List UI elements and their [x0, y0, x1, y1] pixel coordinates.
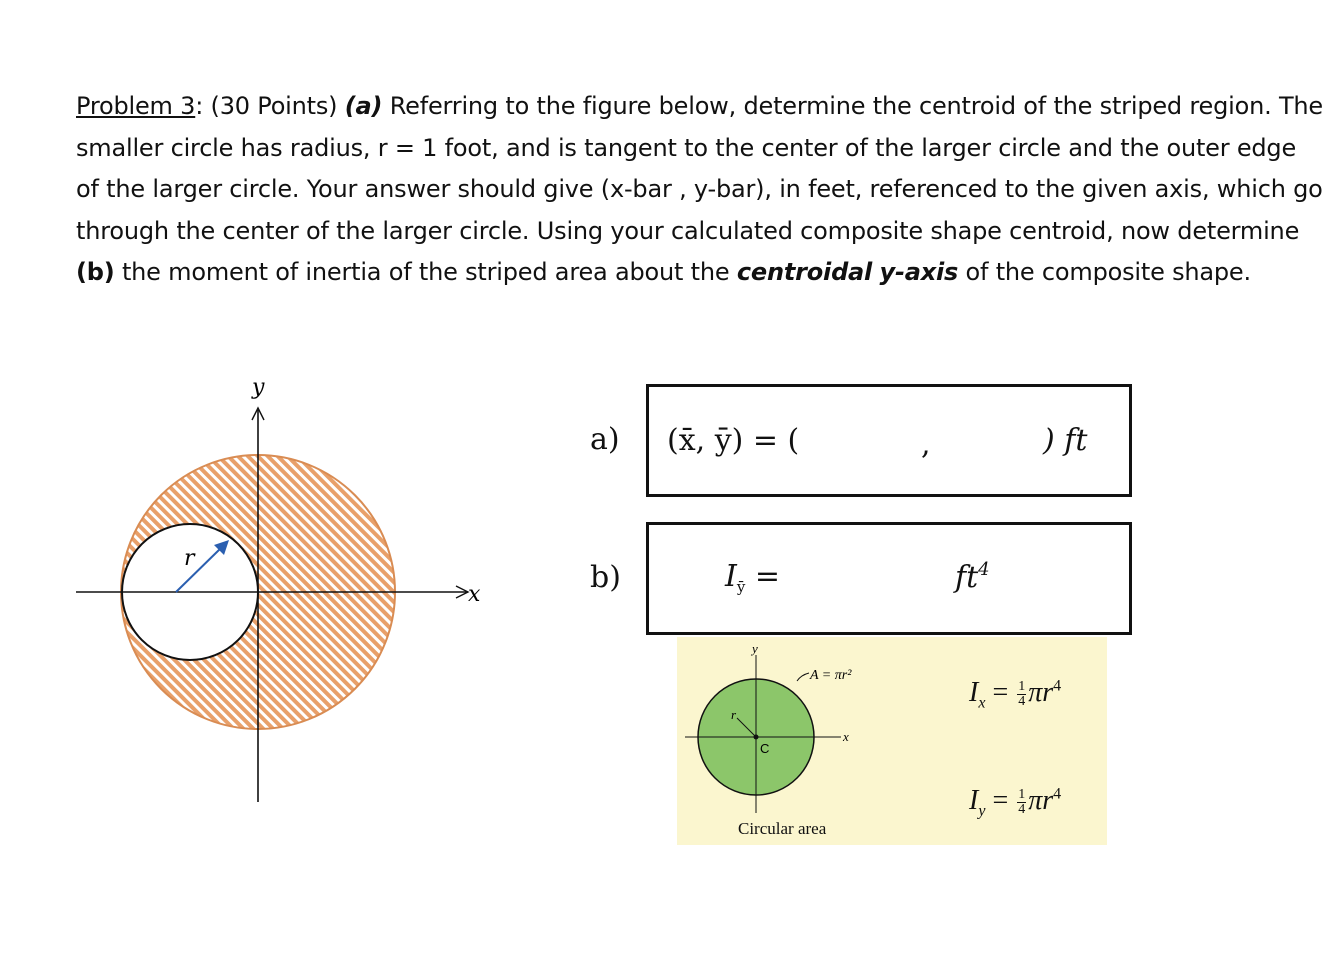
formula-ix-equals: =: [985, 677, 1016, 708]
moment-unit-base: ft: [955, 560, 979, 595]
part-a-marker: (a): [344, 92, 383, 120]
answer-a-box[interactable]: [646, 384, 1132, 497]
moment-unit-exponent: 4: [978, 559, 990, 580]
centroid-unit: ) ft: [1043, 423, 1088, 458]
problem-colon: :: [195, 92, 204, 120]
problem-text-1: Referring to the figure below, determine the centroid of the striped region. The smaller circle has radius, r = 1 foot, and is tangent to the center of the larger circle and the outer edge of the larger circle. Your answer should give (x-bar , y-bar), in feet, referenced to the given axis, which go through the center of the larger circle. Using your calculated composite shape centroid, now determine: [76, 92, 1323, 245]
problem-text-3: of the composite shape.: [958, 258, 1251, 287]
formula-ix-exponent: 4: [1053, 677, 1062, 695]
problem-label: Problem 3: [76, 92, 196, 120]
answer-b-box[interactable]: [646, 522, 1132, 635]
formula-ix-rest: πr: [1028, 677, 1054, 708]
problem-statement: [76, 86, 1326, 294]
formula-iy-numerator: 1: [1018, 787, 1026, 803]
reference-area-label: A = πr²: [810, 668, 852, 683]
y-axis-term: y-axis: [879, 258, 959, 287]
x-axis-label: x: [468, 582, 481, 607]
reference-centroid-dot: [754, 735, 759, 740]
circular-area-diagram: [677, 637, 887, 845]
formula-iy-equals: =: [985, 785, 1016, 816]
centroidal-term: centroidal: [736, 258, 873, 287]
reference-c-label: C: [760, 741, 770, 756]
moment-unit: [955, 559, 990, 595]
formula-iy-rest: πr: [1028, 785, 1054, 816]
formula-iy: [969, 785, 1061, 821]
centroid-expression: (x̄, ȳ) = (: [667, 423, 800, 458]
moment-symbol: I: [725, 559, 737, 594]
problem-points: (30 Points): [203, 92, 345, 120]
formula-iy-fraction: [1017, 788, 1026, 817]
formula-ix-fraction: [1017, 680, 1026, 709]
y-axis-label: y: [252, 375, 265, 400]
reference-y-label: y: [752, 641, 758, 656]
reference-x-label: x: [843, 729, 849, 744]
reference-area-leader: [797, 673, 809, 681]
radius-label: r: [184, 546, 195, 571]
moment-equals: =: [745, 559, 781, 594]
formula-iy-exponent: 4: [1053, 785, 1062, 803]
formula-ix-numerator: 1: [1018, 679, 1026, 695]
formula-ix: [969, 677, 1061, 713]
reference-caption: Circular area: [738, 819, 827, 838]
moment-subscript: ȳ: [736, 578, 746, 596]
circular-area-reference: [677, 637, 1107, 845]
formula-ix-symbol: I: [969, 677, 979, 708]
formula-ix-denominator: 4: [1018, 694, 1026, 710]
formula-ix-subscript: x: [978, 694, 986, 712]
answer-b-label: b): [590, 560, 621, 595]
formula-iy-subscript: y: [978, 802, 986, 820]
answer-a-label: a): [590, 422, 620, 457]
moment-expression: [725, 559, 780, 596]
composite-shape-figure: [60, 370, 500, 810]
formula-iy-symbol: I: [969, 785, 979, 816]
reference-r-label: r: [731, 707, 737, 722]
formula-iy-denominator: 4: [1018, 802, 1026, 818]
centroid-comma: ,: [921, 427, 931, 462]
problem-text-2: the moment of inertia of the striped area about the: [114, 258, 737, 287]
part-b-marker: (b): [76, 258, 115, 287]
